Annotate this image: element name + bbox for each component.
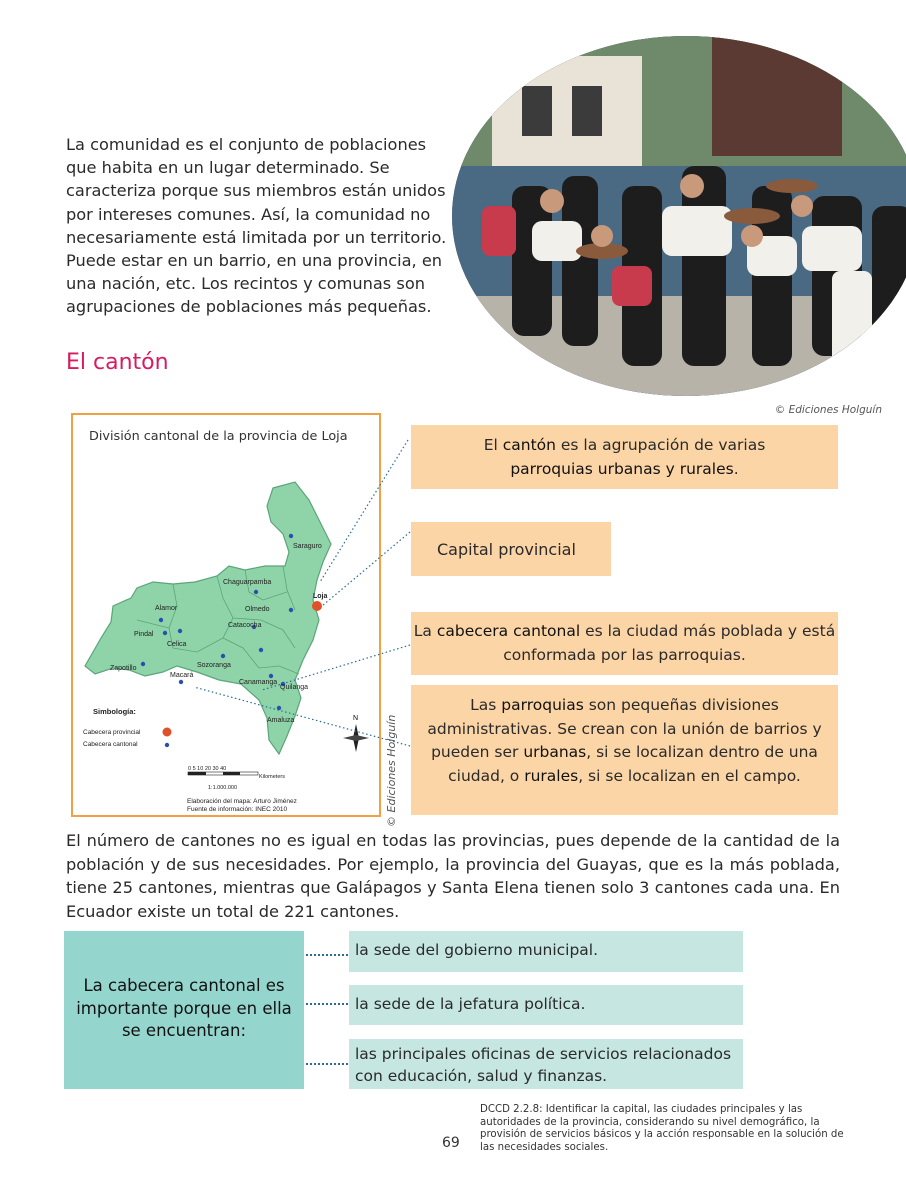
place-label: Celica <box>167 641 187 648</box>
callout-cabecera: La cabecera cantonal es la ciudad más poblada y está conformada por las parroquias. <box>411 612 838 675</box>
legend-title: Simbología: <box>93 707 136 716</box>
place-label: Olmedo <box>245 606 270 613</box>
photo-credit: © Ediciones Holguín <box>774 404 882 416</box>
place-label: Loja <box>313 593 328 600</box>
importance-item: las principales oficinas de servicios relacionados con educación, salud y finanzas. <box>349 1039 743 1089</box>
place-label: Sozoranga <box>197 662 231 669</box>
section-heading: El cantón <box>66 350 169 375</box>
svg-text:1:1.000.000: 1:1.000.000 <box>208 785 238 791</box>
place-label: Quilanga <box>280 684 309 691</box>
map-credit: © Ediciones Holguín <box>385 714 398 827</box>
place-label: Zapotillo <box>110 665 137 672</box>
callout-capital: Capital provincial <box>411 522 611 576</box>
place-label: Pindal <box>134 631 154 638</box>
svg-text:0 5 10 20 30 40: 0 5 10 20 30 40 <box>188 766 227 772</box>
page-number: 69 <box>442 1135 460 1151</box>
intro-paragraph: La comunidad es el conjunto de poblaciones que habita en un lugar determinado. Se caracteriza porque sus miembros están unidos por intereses comunes. Así, la comunidad no necesariamente está limitada por un territorio. Puede estar en un barrio, en una provincia, en una nación, etc. Los recintos y comunas son agrupaciones de poblaciones más pequeñas. <box>66 135 447 317</box>
dotted-connector <box>306 954 348 956</box>
svg-text:N: N <box>353 715 359 722</box>
place-label: Catacocha <box>228 622 262 629</box>
importance-item: la sede del gobierno municipal. <box>349 931 743 972</box>
place-label: Saraguro <box>293 543 322 550</box>
place-label: Chaguarpamba <box>223 579 272 586</box>
importance-item: la sede de la jefatura política. <box>349 985 743 1025</box>
map-author: Elaboración del mapa: Arturo Jiménez <box>187 798 297 805</box>
place-label: Macará <box>170 672 194 679</box>
canton-paragraph: El número de cantones no es igual en todas las provincias, pues depende de la cantidad de la población y de sus necesidades. Por ejemplo, la provincia del Guayas, que es la más poblada, tiene 25 cantones, mientras que Galápagos y Santa Elena tienen solo 3 cantones cada una. En Ecuador existe un total de 221 cantones. <box>66 831 840 921</box>
importance-label: La cabecera cantonal es importante porque en ella se encuentran: <box>64 931 304 1089</box>
curriculum-footnote: DCCD 2.2.8: Identificar la capital, las ciudades principales y las autoridades de la provincia, considerando su nivel demográfico, la provisión de servicios básicos y la acción responsable en la solución de las necesidades sociales. <box>480 1104 844 1153</box>
callout-parroquias: Las parroquias son pequeñas divisiones administrativas. Se crean con la unión de barrios y pueden ser urbanas, si se localizan dentro de una ciudad, o rurales, si se localizan en el campo. <box>411 685 838 815</box>
callout-canton: El cantón es la agrupación de varias parroquias urbanas y rurales. <box>411 425 838 489</box>
place-label: Amaluza <box>267 717 295 724</box>
map-title: División cantonal de la provincia de Loja <box>89 429 348 444</box>
dotted-connector <box>306 1063 348 1065</box>
legend-item: Cabecera cantonal <box>83 741 138 748</box>
map-source: Fuente de información: INEC 2010 <box>187 806 288 813</box>
svg-text:Kilometers: Kilometers <box>259 774 285 780</box>
place-label: Canamanga <box>239 679 278 686</box>
place-label: Alamor <box>155 605 178 612</box>
legend-item: Cabecera provincial <box>83 729 141 736</box>
dotted-connector <box>306 1003 348 1005</box>
